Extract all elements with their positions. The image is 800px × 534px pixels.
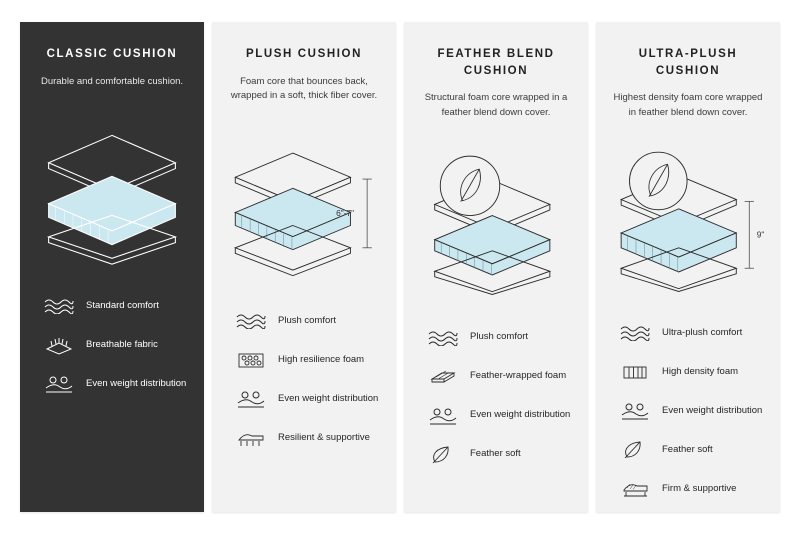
- divider: [34, 284, 190, 285]
- feature-label: Even weight distribution: [86, 377, 187, 389]
- feature-item: [42, 293, 190, 319]
- feature-label: Feather-wrapped foam: [470, 370, 567, 382]
- feather-icon: [426, 442, 460, 468]
- feature-item: [426, 442, 574, 468]
- feature-label: Feather soft: [470, 448, 521, 460]
- cushion-diagram-classic: [34, 103, 190, 278]
- feature-label: High density foam: [662, 365, 739, 377]
- feature-list-plush: [226, 308, 382, 451]
- feature-item: [234, 347, 382, 373]
- dense-foam-icon: [618, 359, 652, 385]
- card-title: CLASSIC CUSHION: [46, 48, 178, 60]
- feature-label: Breathable fabric: [86, 338, 158, 350]
- feather-wrap-icon: [426, 364, 460, 390]
- honeycomb-foam-icon: [234, 347, 268, 373]
- feature-label: Plush comfort: [470, 331, 529, 343]
- feature-item: [618, 476, 766, 502]
- feature-item: [426, 325, 574, 351]
- wave-lines-icon: [618, 320, 652, 346]
- firm-support-icon: [618, 476, 652, 502]
- card-classic-cushion[interactable]: [20, 22, 204, 512]
- card-description: Structural foam core wrapped in a feather blend down cover.: [424, 92, 568, 119]
- even-weight-icon: [618, 398, 652, 424]
- card-title: PLUSH CUSHION: [245, 48, 362, 60]
- feather-icon: [618, 437, 652, 463]
- feature-label: Plush comfort: [278, 314, 337, 326]
- cushion-diagram-feather-blend: [418, 135, 574, 310]
- card-description: Durable and comfortable cushion.: [40, 75, 184, 87]
- even-weight-icon: [426, 403, 460, 429]
- even-weight-icon: [234, 386, 268, 412]
- card-description: Foam core that bounces back, wrapped in a soft, thick fiber cover.: [230, 75, 378, 102]
- divider: [610, 311, 766, 312]
- feature-list-classic: [34, 293, 190, 397]
- dimension-label: 6"-7": [336, 207, 355, 218]
- feature-item: [426, 403, 574, 429]
- feature-item: [234, 386, 382, 412]
- dimension-label: 9": [756, 230, 765, 241]
- feature-label: Even weight distribution: [662, 404, 763, 416]
- feature-label: Resilient & supportive: [278, 431, 370, 443]
- feature-item: [234, 308, 382, 334]
- wave-lines-icon: [42, 293, 76, 319]
- cushion-diagram-ultra-plush: [610, 135, 766, 305]
- feature-label: Feather soft: [662, 443, 713, 455]
- feature-label: Even weight distribution: [470, 409, 571, 421]
- card-description: Highest density foam core wrapped in feather blend down cover.: [613, 92, 763, 119]
- feature-list-ultra-plush: [610, 320, 766, 502]
- feature-list-feather-blend: [418, 325, 574, 468]
- card-ultra-plush-cushion[interactable]: [596, 22, 780, 512]
- feature-item: [618, 320, 766, 346]
- fabric-layer-icon: [42, 332, 76, 358]
- even-weight-icon: [42, 371, 76, 397]
- feature-label: Even weight distribution: [278, 392, 379, 404]
- divider: [226, 299, 382, 300]
- divider: [418, 316, 574, 317]
- feature-item: [426, 364, 574, 390]
- feature-label: Firm & supportive: [662, 482, 737, 494]
- feature-item: [234, 425, 382, 451]
- feature-item: [618, 398, 766, 424]
- wave-lines-icon: [234, 308, 268, 334]
- wave-lines-icon: [426, 325, 460, 351]
- feature-item: [618, 359, 766, 385]
- card-plush-cushion[interactable]: [212, 22, 396, 512]
- card-title: ULTRA-PLUSH CUSHION: [638, 48, 738, 77]
- feature-label: Standard comfort: [86, 299, 159, 311]
- feature-label: Ultra-plush comfort: [662, 326, 743, 338]
- feature-item: [618, 437, 766, 463]
- supportive-chaise-icon: [234, 425, 268, 451]
- card-feather-blend-cushion[interactable]: [404, 22, 588, 512]
- feature-item: [42, 332, 190, 358]
- feature-label: High resilience foam: [278, 353, 365, 365]
- cushion-diagram-plush: [226, 118, 382, 293]
- feature-item: [42, 371, 190, 397]
- card-title: FEATHER BLEND CUSHION: [437, 48, 555, 77]
